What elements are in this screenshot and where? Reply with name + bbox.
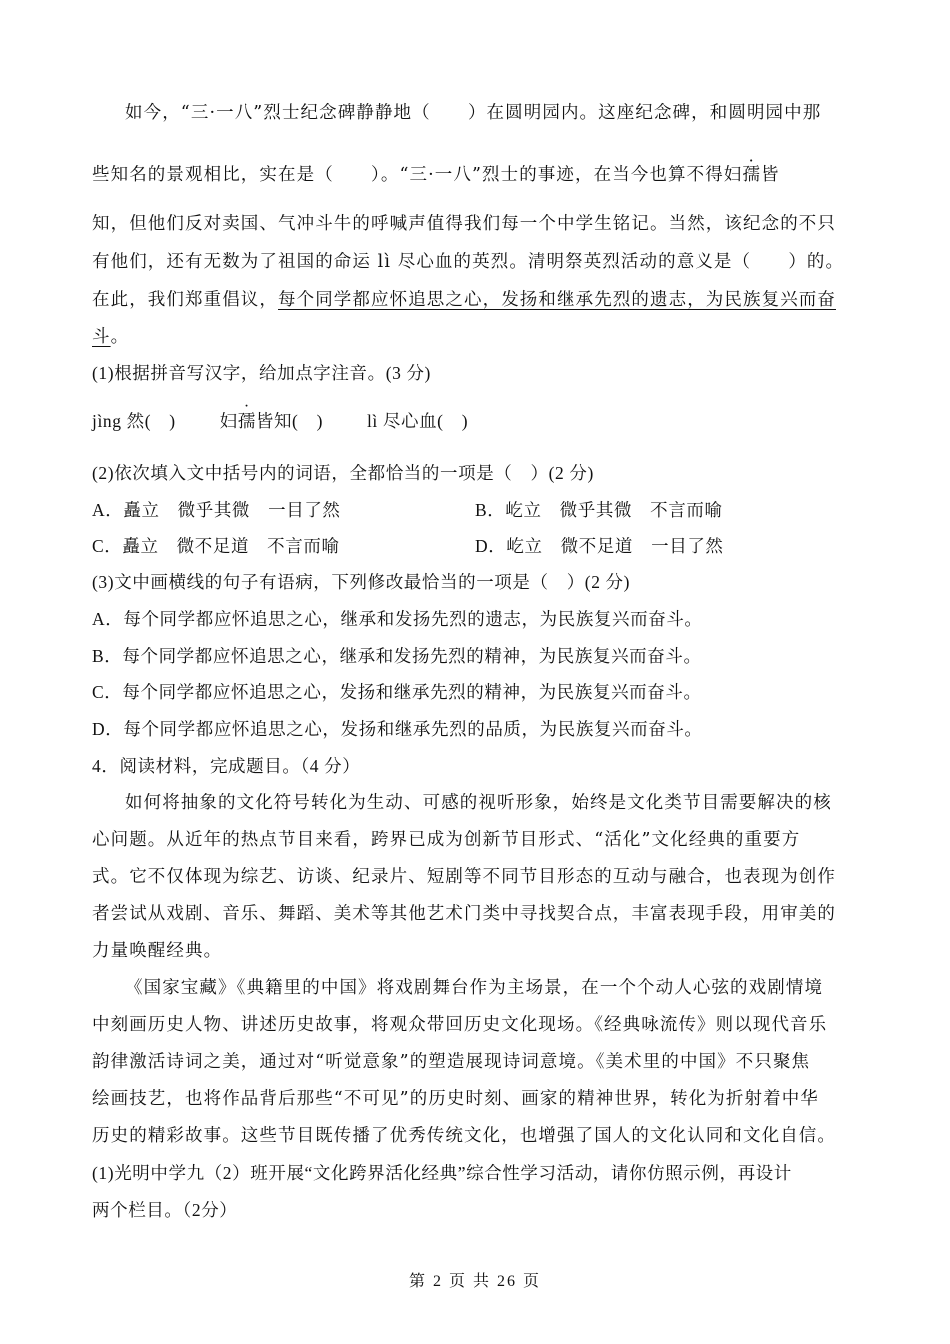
material-p1-line-2: 心问题。从近年的热点节目来看，跨界已成为创新节目形式、“活化”文化经典的重要方 — [92, 830, 801, 850]
passage-line-1: 如今，“三·一八”烈士纪念碑静静地（ ）在圆明园内。这座纪念碑，和圆明园中那 — [125, 103, 822, 123]
dotted-character: 孺 — [742, 165, 762, 185]
material-p2-line-4: 绘画技艺，也将作品背后那些“不可见”的历史时刻、画家的精神世界，转化为折射着中华 — [92, 1089, 819, 1109]
material-p2-line-2: 中刻画历史人物、讲述历史故事，将观众带回历史文化现场。《经典咏流传》则以现代音乐 — [92, 1015, 828, 1035]
material-p1-line-4: 者尝试从戏剧、音乐、舞蹈、美术等其他艺术门类中寻找契合点，丰富表现手段，用审美的 — [92, 904, 836, 924]
material-p1-line-5: 力量唤醒经典。 — [92, 941, 223, 961]
passage-text: 在此，我们郑重倡议， — [92, 290, 278, 310]
question-2-options-row-2 — [92, 535, 852, 557]
question-3-prompt: (3)文中画横线的句子有语病，下列修改最恰当的一项是（ ）(2 分) — [92, 572, 631, 592]
option-b: B．每个同学都应怀追思之心，继承和发扬先烈的精神，为民族复兴而奋斗。 — [92, 646, 702, 666]
q1-item-furu-a: 妇 — [219, 411, 238, 431]
material-p1-line-3: 式。它不仅体现为综艺、访谈、纪录片、短剧等不同节目形态的互动与融合，也表现为创作 — [92, 867, 836, 887]
passage-line-2 — [92, 164, 780, 186]
passage-line-5 — [92, 289, 836, 311]
page-footer: 第 2 页 共 26 页 — [408, 1273, 541, 1290]
passage-text: 皆 — [761, 165, 780, 185]
passage-line-3: 知，但他们反对卖国、气冲斗牛的呼喊声值得我们每一个中学生铭记。当然，该纪念的不只 — [92, 214, 836, 234]
question-4-title: 4．阅读材料，完成题目。（4 分） — [92, 756, 361, 776]
q1-item-jing: jìng 然( ) — [92, 411, 176, 431]
option-a: A．矗立 微乎其微 一目了然 — [92, 500, 341, 520]
passage-text: 。 — [110, 327, 130, 347]
question-4-sub1-line-1: (1)光明中学九（2）班开展“文化跨界活化经典”综合性学习活动，请你仿照示例，再设计 — [92, 1163, 792, 1183]
underlined-sentence-end: 斗 — [92, 327, 111, 347]
question-2-prompt: (2)依次填入文中括号内的词语，全都恰当的一项是（ ）(2 分) — [92, 463, 594, 483]
material-p2-line-3: 韵律激活诗词之美，通过对“听觉意象”的塑造展现诗词意境。《美术里的中国》不只聚焦 — [92, 1052, 811, 1072]
passage-line-4: 有他们，还有无数为了祖国的命运 lì 尽心血的英烈。清明祭英烈活动的意义是（ ）的。 — [92, 252, 845, 272]
option-d: D．屹立 微不足道 一目了然 — [475, 536, 724, 556]
question-4-sub1-line-2: 两个栏目。（2分） — [92, 1200, 238, 1220]
q1-item-furu-b: 皆知( ) — [255, 411, 323, 431]
question-1-items — [92, 410, 468, 432]
question-1-prompt: (1)根据拼音写汉字，给加点字注音。(3 分) — [92, 363, 431, 383]
question-2-options-row-1 — [92, 499, 852, 521]
option-a: A．每个同学都应怀追思之心，继承和发扬先烈的遗志，为民族复兴而奋斗。 — [92, 609, 703, 629]
option-c: C．矗立 微不足道 不言而喻 — [92, 536, 340, 556]
material-p2-line-1: 《国家宝藏》《典籍里的中国》将戏剧舞台作为主场景，在一个个动人心弦的戏剧情境 — [125, 978, 824, 998]
material-p1-line-1: 如何将抽象的文化符号转化为生动、可感的视听形象，始终是文化类节目需要解决的核 — [125, 793, 832, 813]
q1-item-li: lì 尽心血( ) — [366, 411, 469, 431]
dotted-character: 孺 — [237, 411, 256, 431]
passage-line-6 — [92, 326, 129, 348]
underlined-sentence: 每个同学都应怀追思之心，发扬和继承先烈的遗志，为民族复兴而奋 — [278, 290, 836, 310]
option-d: D．每个同学都应怀追思之心，发扬和继承先烈的品质，为民族复兴而奋斗。 — [92, 719, 703, 739]
material-p2-line-5: 历史的精彩故事。这些节目既传播了优秀传统文化，也增强了国人的文化认同和文化自信。 — [92, 1126, 836, 1146]
option-b: B．屹立 微乎其微 不言而喻 — [475, 500, 723, 520]
passage-text: 些知名的景观相比，实在是（ ）。“三·一八”烈士的事迹，在当今也算不得妇 — [92, 165, 743, 185]
option-c: C．每个同学都应怀追思之心，发扬和继承先烈的精神，为民族复兴而奋斗。 — [92, 682, 702, 702]
